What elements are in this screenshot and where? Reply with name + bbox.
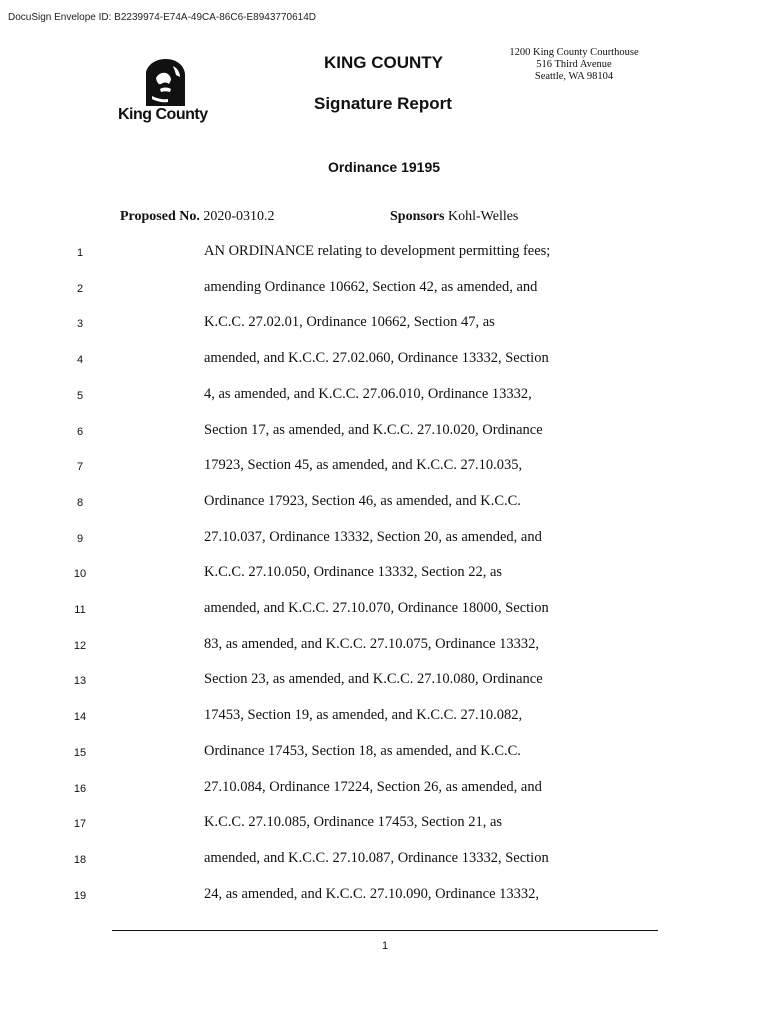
county-title: KING COUNTY <box>324 53 443 72</box>
proposed-label: Proposed No. <box>120 209 200 224</box>
line-text: 27.10.084, Ordinance 17224, Section 26, as amended, and <box>204 778 542 795</box>
line-text: 27.10.037, Ordinance 13332, Section 20, as amended, and <box>204 528 542 545</box>
line-text: Ordinance 17453, Section 18, as amended, and K.C.C. <box>204 742 521 759</box>
line-text: amended, and K.C.C. 27.02.060, Ordinance 13332, Section <box>204 350 549 367</box>
line-number: 14 <box>73 711 87 724</box>
logo-text: King County <box>118 106 208 123</box>
line-number: 9 <box>76 532 84 545</box>
line-number: 11 <box>74 604 86 616</box>
line-number: 15 <box>73 746 87 759</box>
line-text: AN ORDINANCE relating to development permitting fees; <box>204 243 551 259</box>
text-line <box>0 414 770 450</box>
text-line <box>0 556 770 592</box>
line-number: 8 <box>76 496 84 509</box>
line-text: 83, as amended, and K.C.C. 27.10.075, Ordinance 13332, <box>204 635 540 652</box>
text-line <box>0 699 770 735</box>
page-number: 1 <box>381 940 389 952</box>
line-number: 3 <box>76 318 84 331</box>
text-line <box>0 663 770 699</box>
text-line <box>0 342 770 378</box>
address-block <box>500 47 648 83</box>
line-text: K.C.C. 27.10.085, Ordinance 17453, Section 21, as <box>204 814 503 831</box>
line-text: amended, and K.C.C. 27.10.087, Ordinance 13332, Section <box>204 849 549 866</box>
line-number: 19 <box>73 889 87 902</box>
line-text: 17923, Section 45, as amended, and K.C.C. 27.10.035, <box>204 457 523 474</box>
line-number: 4 <box>76 354 84 367</box>
sponsors-label: Sponsors <box>390 209 445 224</box>
proposed-number <box>120 209 275 225</box>
line-text: K.C.C. 27.10.050, Ordinance 13332, Section 22, as <box>204 564 503 581</box>
text-line <box>0 378 770 414</box>
text-line <box>0 271 770 307</box>
text-line <box>0 806 770 842</box>
line-number: 17 <box>73 818 87 831</box>
text-line <box>0 628 770 664</box>
line-number: 16 <box>73 782 87 795</box>
line-number: 18 <box>73 853 87 866</box>
text-line <box>0 735 770 771</box>
line-text: Ordinance 17923, Section 46, as amended, and K.C.C. <box>204 492 521 509</box>
line-text: Section 17, as amended, and K.C.C. 27.10.020, Ordinance <box>204 421 543 438</box>
text-line <box>0 485 770 521</box>
line-number: 6 <box>76 425 84 438</box>
mlk-portrait-logo-icon <box>142 58 188 106</box>
line-text: 24, as amended, and K.C.C. 27.10.090, Ordinance 13332, <box>204 885 540 902</box>
text-line <box>0 842 770 878</box>
line-number: 12 <box>73 639 87 652</box>
king-county-logo <box>118 58 214 128</box>
text-line <box>0 306 770 342</box>
sponsors <box>390 209 518 225</box>
line-text: amended, and K.C.C. 27.10.070, Ordinance 18000, Section <box>204 600 549 616</box>
report-title: Signature Report <box>314 94 452 113</box>
text-line <box>0 878 770 914</box>
text-line <box>0 235 770 271</box>
text-line <box>0 592 770 628</box>
address-line: Seattle, WA 98104 <box>534 71 614 82</box>
envelope-id: DocuSign Envelope ID: B2239974-E74A-49CA-86C6-E8943770614D <box>8 12 316 23</box>
address-line: 1200 King County Courthouse <box>509 47 639 58</box>
sponsors-value: Kohl-Welles <box>447 209 519 224</box>
line-number: 10 <box>73 568 87 581</box>
line-text: 4, as amended, and K.C.C. 27.06.010, Ordinance 13332, <box>204 385 532 402</box>
line-number: 7 <box>76 461 84 474</box>
line-text: K.C.C. 27.02.01, Ordinance 10662, Section 47, as <box>204 314 495 331</box>
line-text: 17453, Section 19, as amended, and K.C.C. 27.10.082, <box>204 707 523 724</box>
line-number: 2 <box>76 282 84 295</box>
ordinance-title-wrap <box>0 159 770 175</box>
address-line: 516 Third Avenue <box>536 59 612 70</box>
line-number: 13 <box>73 675 87 688</box>
text-line <box>0 449 770 485</box>
line-number: 5 <box>76 389 84 402</box>
text-line <box>0 521 770 557</box>
proposed-value: 2020-0310.2 <box>203 209 275 224</box>
line-text: Section 23, as amended, and K.C.C. 27.10.080, Ordinance <box>204 671 543 688</box>
footer-rule <box>112 930 658 931</box>
ordinance-title: Ordinance 19195 <box>327 159 441 175</box>
text-line <box>0 771 770 807</box>
line-number: 1 <box>76 247 84 259</box>
line-text: amending Ordinance 10662, Section 42, as amended, and <box>204 278 538 295</box>
